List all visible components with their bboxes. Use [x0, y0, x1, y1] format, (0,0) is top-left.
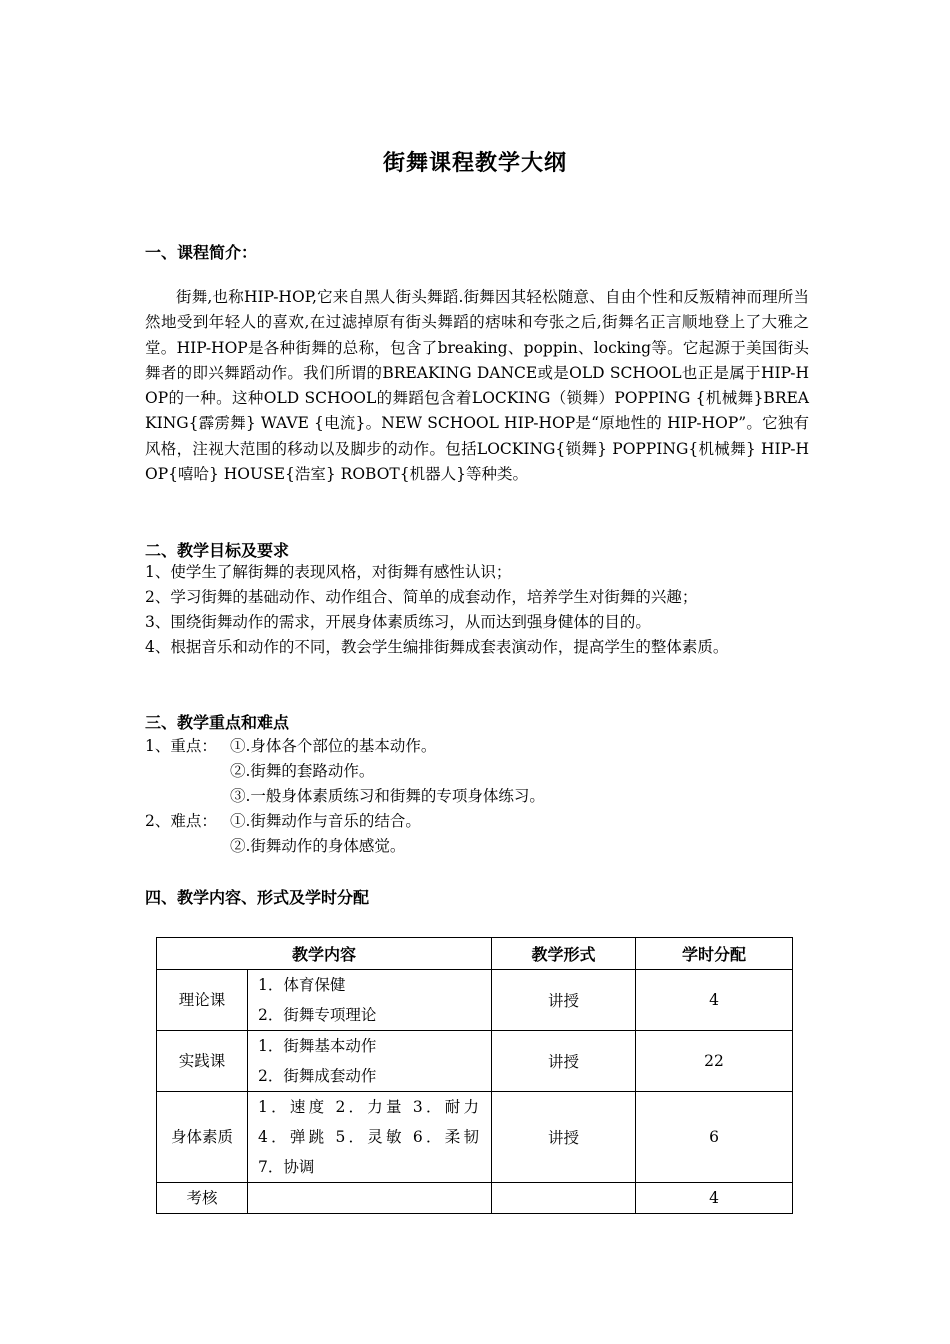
row-content	[248, 1092, 492, 1183]
row-category: 实践课	[157, 1031, 248, 1092]
content-line: 1．速度 2．力量 3．耐力	[258, 1098, 479, 1116]
table-row	[157, 970, 793, 1031]
intro-paragraph: 街舞,也称HIP-HOP,它来自黑人街头舞蹈.街舞因其轻松随意、自由个性和反叛精神而理所当然地受到年轻人的喜欢,在过滤掉原有街头舞蹈的痞味和夸张之后,街舞名正言顺地登上了大雅之堂。HIP-HOP是各种街舞的总称，包含了breaking、poppin、locking等。它起源于美国街头舞者的即兴舞蹈动作。我们所谓的BREAKING DANCE或是OLD SCHOOL也正是属于HIP-HOP的一种。这种OLD SCHOOL的舞蹈包含着LOCKING（锁舞）POPPING {机械舞}BREAKING{霹雳舞} WAVE {电流}。NEW SCHOOL HIP-HOP是“原地性的 HIP-HOP”。它独有风格，注视大范围的移动以及脚步的动作。包括LOCKING{锁舞} POPPING{机械舞} HIP-HOP{嘻哈} HOUSE{浩室} ROBOT{机器人}等种类。	[145, 288, 809, 484]
section-heading-content: 四、教学内容、形式及学时分配	[145, 888, 370, 907]
goal-item: 3、围绕街舞动作的需求，开展身体素质练习，从而达到强身健体的目的。	[145, 613, 651, 631]
row-content	[248, 1183, 492, 1214]
key-item: ②.街舞的套路动作。	[230, 762, 375, 780]
table-row	[157, 1031, 793, 1092]
row-hours: 6	[636, 1092, 793, 1183]
content-line: 1．体育保健	[258, 976, 346, 994]
course-table	[156, 937, 793, 1214]
difficulty-item: ②.街舞动作的身体感觉。	[230, 837, 406, 855]
table-row	[157, 1183, 793, 1214]
row-content	[248, 970, 492, 1031]
header-hours: 学时分配	[636, 938, 793, 970]
content-line: 2．街舞专项理论	[258, 1006, 377, 1024]
goal-item: 4、根据音乐和动作的不同，教会学生编排街舞成套表演动作，提高学生的整体素质。	[145, 638, 729, 656]
goal-item: 2、学习街舞的基础动作、动作组合、简单的成套动作，培养学生对街舞的兴趣；	[145, 588, 698, 606]
section-heading-keypoints: 三、教学重点和难点	[145, 713, 290, 732]
key-item: ③.一般身体素质练习和街舞的专项身体练习。	[230, 787, 545, 805]
header-form: 教学形式	[492, 938, 636, 970]
header-content: 教学内容	[157, 938, 492, 970]
document-title: 街舞课程教学大纲	[382, 151, 567, 176]
key-item: ①.身体各个部位的基本动作。	[230, 737, 437, 755]
row-form: 讲授	[492, 1092, 636, 1183]
goal-item: 1、使学生了解街舞的表现风格，对街舞有感性认识；	[145, 563, 512, 581]
content-line: 7．协调	[258, 1158, 315, 1176]
row-form: 讲授	[492, 970, 636, 1031]
row-hours: 4	[636, 970, 793, 1031]
difficulty-item: ①.街舞动作与音乐的结合。	[230, 812, 421, 830]
key-label: 1、重点：	[145, 737, 217, 755]
difficulty-label: 2、难点：	[145, 812, 217, 830]
table-header-row	[157, 938, 793, 970]
row-category: 身体素质	[157, 1092, 248, 1183]
row-form	[492, 1183, 636, 1214]
row-category: 考核	[157, 1183, 248, 1214]
row-category: 理论课	[157, 970, 248, 1031]
row-content	[248, 1031, 492, 1092]
content-line: 4．弹跳 5．灵敏 6．柔韧	[258, 1128, 479, 1146]
row-form: 讲授	[492, 1031, 636, 1092]
row-hours: 22	[636, 1031, 793, 1092]
section-heading-goals: 二、教学目标及要求	[145, 541, 290, 560]
content-line: 2．街舞成套动作	[258, 1067, 377, 1085]
content-line: 1．街舞基本动作	[258, 1037, 377, 1055]
table-row	[157, 1092, 793, 1183]
row-hours: 4	[636, 1183, 793, 1214]
section-heading-intro: 一、课程简介：	[145, 243, 258, 262]
